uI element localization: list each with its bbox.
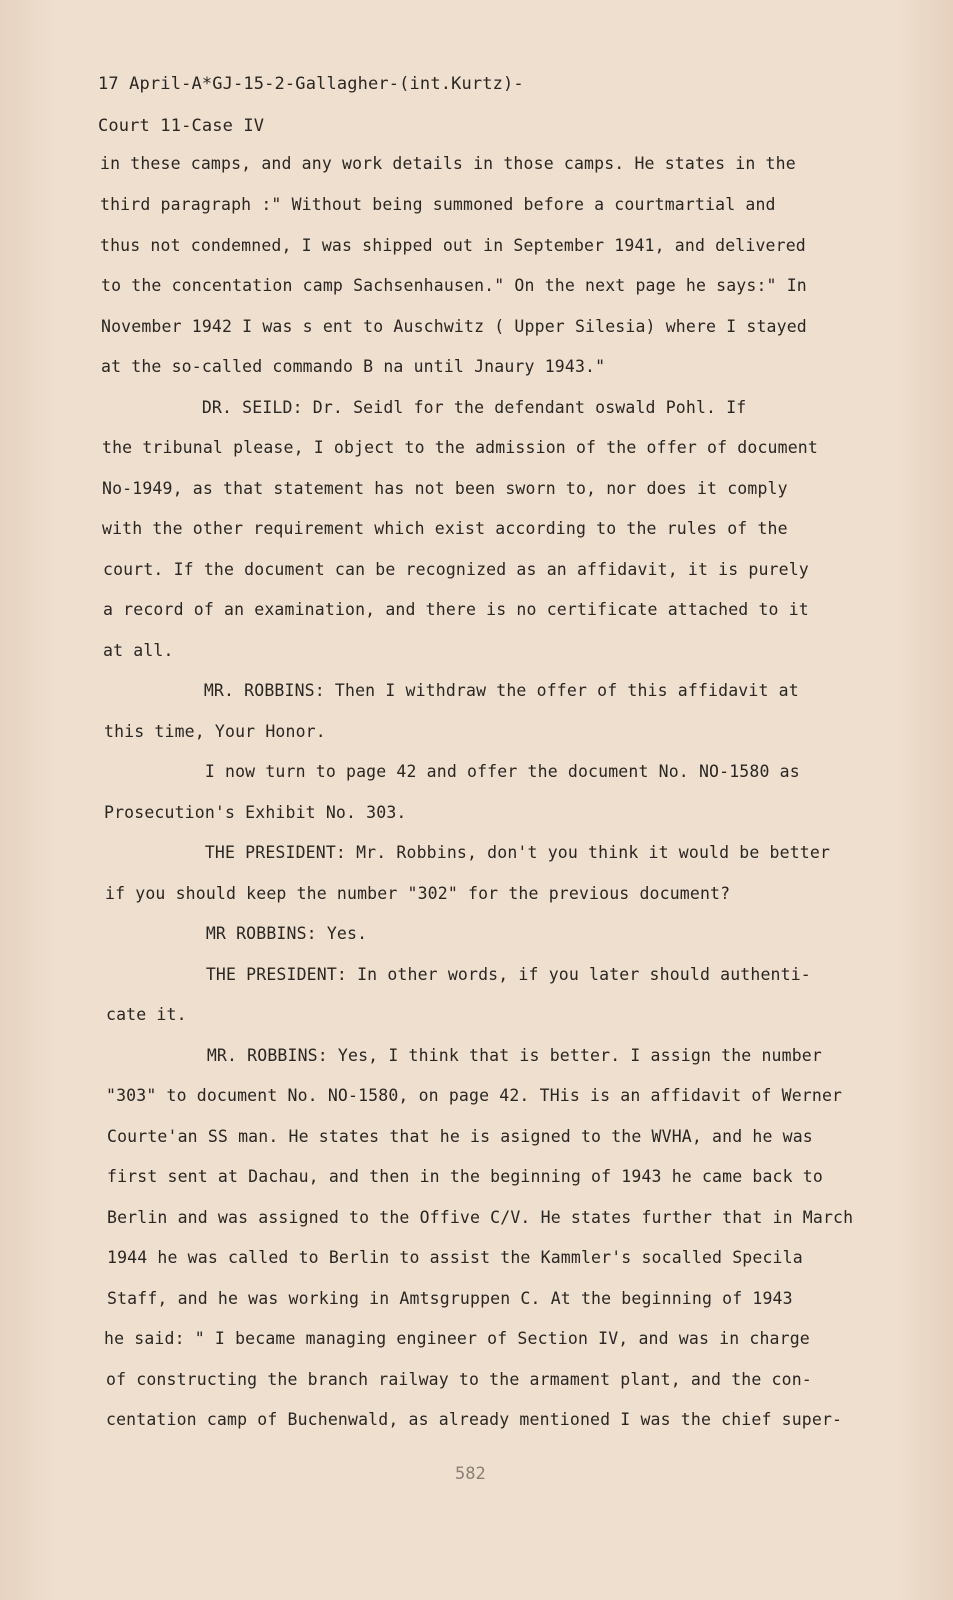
body-line: the tribunal please, I object to the admission of the offer of document: [102, 438, 818, 457]
body-line: third paragraph :" Without being summoned before a courtmartial and: [100, 195, 776, 214]
body-line: centation camp of Buchenwald, as already mentioned I was the chief super-: [106, 1410, 843, 1429]
body-line: "303" to document No. NO-1580, on page 42. THis is an affidavit of Werner: [106, 1086, 843, 1105]
body-line: DR. SEILD: Dr. Seidl for the defendant oswald Pohl. If: [101, 398, 747, 417]
body-line: first sent at Dachau, and then in the beginning of 1943 he came back to: [107, 1167, 823, 1186]
body-line: a record of an examination, and there is no certificate attached to it: [103, 600, 809, 619]
body-line: Prosecution's Exhibit No. 303.: [104, 803, 407, 822]
header-line-2: Court 11-Case IV: [98, 116, 265, 136]
body-line: court. If the document can be recognized as an affidavit, it is purely: [103, 560, 809, 579]
header-line-1: 17 April-A*GJ-15-2-Gallagher-(int.Kurtz)-: [98, 74, 524, 94]
body-line: he said: " I became managing engineer of Section IV, and was in charge: [104, 1329, 810, 1348]
body-line: cate it.: [106, 1005, 187, 1024]
body-line: Staff, and he was working in Amtsgruppen C. At the beginning of 1943: [107, 1289, 793, 1308]
body-line: at all.: [103, 641, 174, 660]
body-line: 1944 he was called to Berlin to assist the Kammler's socalled Specila: [107, 1248, 803, 1267]
body-line: if you should keep the number "302" for the previous document?: [105, 884, 731, 903]
body-line: of constructing the branch railway to the armament plant, and the con-: [106, 1370, 812, 1389]
body-line: I now turn to page 42 and offer the document No. NO-1580 as: [104, 762, 800, 781]
body-line: MR ROBBINS: Yes.: [105, 924, 368, 943]
body-line: to the concentation camp Sachsenhausen." On the next page he says:" In: [101, 276, 807, 295]
body-line: this time, Your Honor.: [104, 722, 326, 741]
body-line: with the other requirement which exist according to the rules of the: [102, 519, 788, 538]
body-line: MR. ROBBINS: Then I withdraw the offer of this affidavit at: [103, 681, 799, 700]
body-line: Berlin and was assigned to the Offive C/V. He states further that in March: [107, 1208, 854, 1227]
body-line: THE PRESIDENT: Mr. Robbins, don't you think it would be better: [104, 843, 831, 862]
page-number: 582: [455, 1464, 486, 1484]
body-line: at the so-called commando B na until Jnaury 1943.": [101, 357, 606, 376]
body-line: Courte'an SS man. He states that he is asigned to the WVHA, and he was: [107, 1127, 813, 1146]
body-line: November 1942 I was s ent to Auschwitz ( Upper Silesia) where I stayed: [101, 317, 807, 336]
body-line: No-1949, as that statement has not been sworn to, nor does it comply: [102, 479, 788, 498]
body-line: MR. ROBBINS: Yes, I think that is better. I assign the number: [106, 1046, 822, 1065]
body-line: THE PRESIDENT: In other words, if you later should authenti-: [105, 965, 811, 984]
body-line: in these camps, and any work details in those camps. He states in the: [100, 154, 796, 173]
body-line: thus not condemned, I was shipped out in September 1941, and delivered: [100, 236, 806, 255]
